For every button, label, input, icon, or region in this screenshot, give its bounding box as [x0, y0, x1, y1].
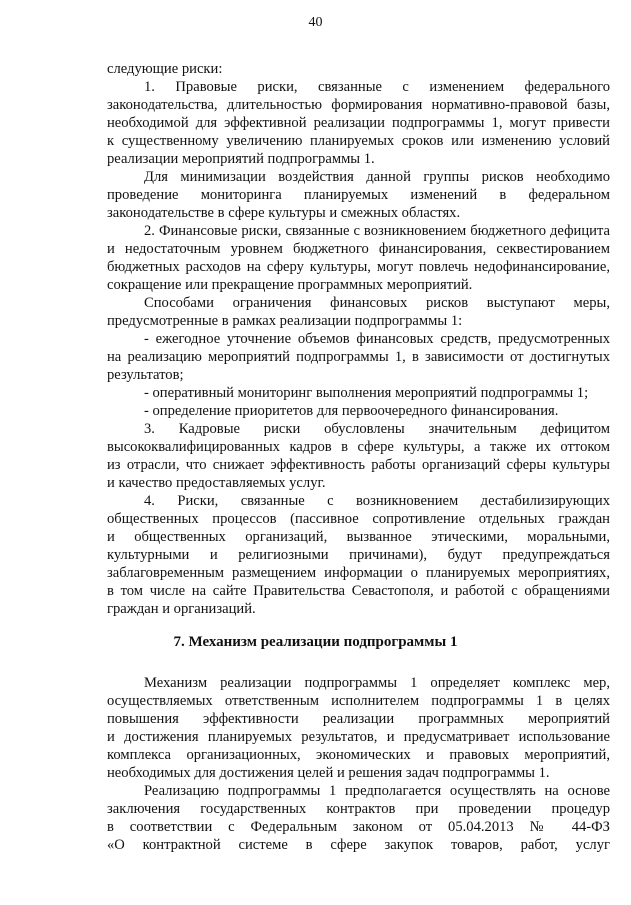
text-line: заблаговременным размещением информации о планируемых мероприятиях,: [107, 565, 610, 581]
text-line: и общественных организаций, вызванное этическими, моральными,: [107, 529, 610, 545]
text-line: бюджетных расходов на сферу культуры, могут повлечь недофинансирование,: [107, 259, 610, 275]
text-line: сокращение или прекращение программных мероприятий.: [107, 277, 473, 293]
text-line: общественных процессов (пассивное сопротивление отдельных граждан: [107, 511, 610, 527]
text-line: законодательстве в сфере культуры и смежных областях.: [107, 205, 461, 221]
text-line: граждан и организаций.: [107, 601, 256, 617]
text-line: и достижения планируемых результатов, и предусматривает использование: [107, 729, 610, 745]
text-line: 2. Финансовые риски, связанные с возникновением бюджетного дефицита: [144, 223, 610, 239]
text-line: необходимой для эффективной реализации подпрограммы 1, могут привести: [107, 115, 610, 131]
text-line: реализации мероприятий подпрограммы 1.: [107, 151, 375, 167]
text-line: следующие риски:: [107, 61, 223, 77]
section-heading: 7. Механизм реализации подпрограммы 1: [173, 634, 458, 650]
text-line: результатов;: [107, 367, 184, 383]
text-line: осуществляемых ответственным исполнителем подпрограммы 1 в целях: [107, 693, 610, 709]
page-number: 40: [308, 15, 323, 30]
text-line: необходимых для достижения целей и решения задач подпрограммы 1.: [107, 765, 550, 781]
text-line: высококвалифицированных кадров в сфере культуры, а также их оттоком: [107, 439, 610, 455]
text-line: Реализацию подпрограммы 1 предполагается осуществлять на основе: [144, 783, 610, 799]
text-line: законодательства, длительностью формирования нормативно-правовой базы,: [107, 97, 610, 113]
text-line: на реализацию мероприятий подпрограммы 1, в зависимости от достигнутых: [107, 349, 610, 365]
text-line: - ежегодное уточнение объемов финансовых средств, предусмотренных: [144, 331, 610, 347]
text-line: в соответствии с Федеральным законом от 05.04.2013 № 44-ФЗ: [107, 819, 610, 835]
text-line: к существенному увеличению планируемых сроков или изменению условий: [107, 133, 610, 149]
text-line: 4. Риски, связанные с возникновением дестабилизирующих: [144, 493, 610, 509]
text-line: в том числе на сайте Правительства Севастополя, и работой с обращениями: [107, 583, 610, 599]
text-line: Способами ограничения финансовых рисков выступают меры,: [144, 295, 610, 311]
text-line: и недостаточным уровнем бюджетного финансирования, секвестированием: [107, 241, 610, 257]
text-line: Для минимизации воздействия данной группы рисков необходимо: [144, 169, 610, 185]
text-line: заключения государственных контрактов при проведении процедур: [107, 801, 610, 817]
text-line: культурными и религиозными причинами), будут предупреждаться: [107, 547, 610, 563]
text-line: и качество предоставляемых услуг.: [107, 475, 326, 491]
text-line: 3. Кадровые риски обусловлены значительным дефицитом: [144, 421, 610, 437]
text-line: комплекса организационных, экономических и правовых мероприятий,: [107, 747, 610, 763]
text-line: Механизм реализации подпрограммы 1 определяет комплекс мер,: [144, 675, 610, 691]
text-line: предусмотренные в рамках реализации подпрограммы 1:: [107, 313, 463, 329]
text-line: 1. Правовые риски, связанные с изменением федерального: [144, 79, 610, 95]
text-line: повышения эффективности реализации программных мероприятий: [107, 711, 610, 727]
text-line: «О контрактной системе в сфере закупок товаров, работ, услуг: [107, 837, 610, 853]
text-line: - определение приоритетов для первоочередного финансирования.: [144, 403, 559, 419]
text-line: из отрасли, что снижает эффективность работы организаций сферы культуры: [107, 457, 610, 473]
text-line: - оперативный мониторинг выполнения мероприятий подпрограммы 1;: [144, 385, 589, 401]
text-line: проведение мониторинга планируемых изменений в федеральном: [107, 187, 610, 203]
